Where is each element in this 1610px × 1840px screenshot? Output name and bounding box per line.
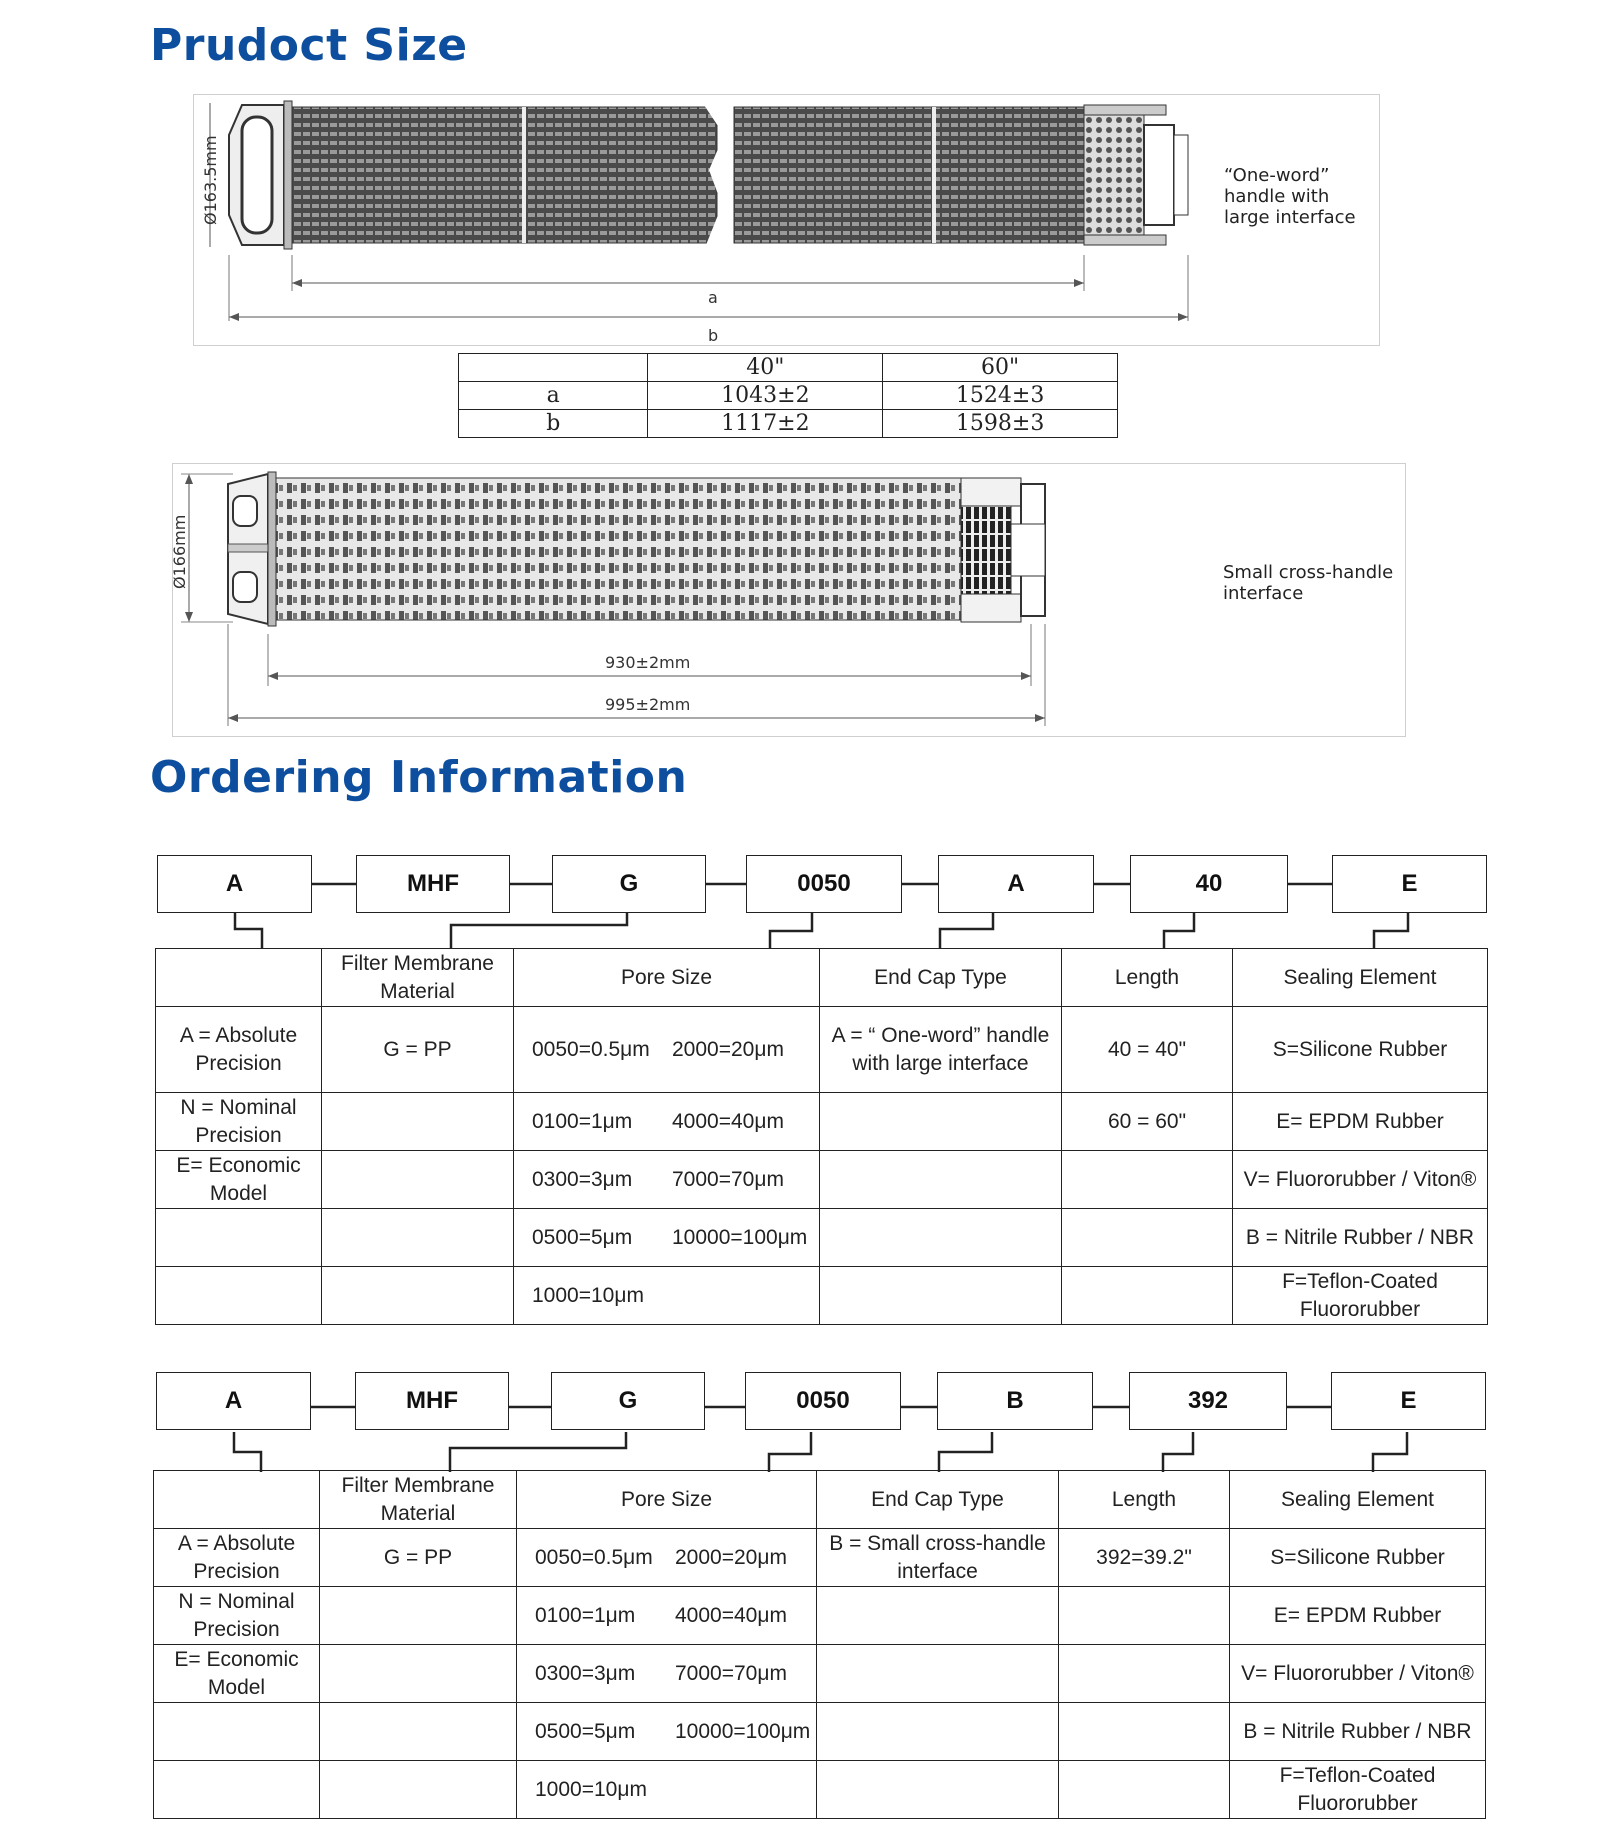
table-row: N = Nominal Precision 0100=1μm 4000=40μm E= EPDM Rubber [154,1587,1486,1645]
size-table-row-b: b 1117±2 1598±3 [459,410,1118,438]
dim-outer-label: 995±2mm [605,695,691,714]
size-table-row-a: a 1043±2 1524±3 [459,382,1118,410]
code-box-material: G [551,1372,705,1430]
ordering-table-2 [153,1470,1486,1819]
size-table [458,353,1118,438]
filter-drawing-small-interface [172,463,1406,737]
code-box-series: MHF [355,1372,509,1430]
code-box-precision: A [157,855,312,913]
diameter-label-1: Ø163.5mm [201,135,220,225]
table-row: A = Absolute Precision G = PP 0050=0.5μm 2000=20μm A = “ One-word” handle with large interface 40 = 40" S=Silicone Rubber [156,1007,1488,1093]
filter-drawing-2-svg [170,464,1405,736]
product-size-title: Prudoct Size [150,20,468,71]
code-box-material: G [552,855,706,913]
code-box-seal: E [1331,1372,1486,1430]
table-row: N = Nominal Precision 0100=1μm 4000=40μm 60 = 60" E= EPDM Rubber [156,1093,1488,1151]
table-row: 0500=5μm 10000=100μm B = Nitrile Rubber / NBR [156,1209,1488,1267]
large-interface-note: “One-word” handle with large interface [1224,165,1356,228]
table-row: 1000=10μm F=Teflon-Coated Fluororubber [154,1761,1486,1819]
code-box-end-cap: A [938,855,1094,913]
code-box-precision: A [156,1372,311,1430]
dim-b-label: b [708,326,719,345]
code-box-pore-size: 0050 [745,1372,901,1430]
code-box-series: MHF [356,855,510,913]
code-box-end-cap: B [937,1372,1093,1430]
table-row: 1000=10μm F=Teflon-Coated Fluororubber [156,1267,1488,1325]
table-row: 0500=5μm 10000=100μm B = Nitrile Rubber / NBR [154,1703,1486,1761]
code-box-length: 40 [1130,855,1288,913]
dim-inner-label: 930±2mm [605,653,691,672]
size-table-header: 40" 60" [459,354,1118,382]
ordering-information-title: Ordering Information [150,752,688,803]
code-box-length: 392 [1129,1372,1287,1430]
filter-drawing-large-interface [193,94,1380,346]
ordering-table-2-header: Filter Membrane Material Pore Size End Cap Type Length Sealing Element [154,1471,1486,1529]
filter-drawing-1-svg [194,95,1379,345]
small-interface-note: Small cross-handle interface [1223,562,1394,604]
order-code-row-1 [0,849,1610,959]
table-row: E= Economic Model 0300=3μm 7000=70μm V= Fluororubber / Viton® [154,1645,1486,1703]
order-code-row-2 [0,1372,1610,1482]
table-row: A = Absolute Precision G = PP 0050=0.5μm 2000=20μm B = Small cross-handle interface 392=39.2" S=Silicone Rubber [154,1529,1486,1587]
code-box-seal: E [1332,855,1487,913]
table-row: E= Economic Model 0300=3μm 7000=70μm V= Fluororubber / Viton® [156,1151,1488,1209]
diameter-label-2: Ø166mm [170,514,189,589]
dim-a-label: a [708,288,718,307]
code-box-pore-size: 0050 [746,855,902,913]
ordering-table-1 [155,948,1488,1325]
ordering-table-1-header: Filter Membrane Material Pore Size End Cap Type Length Sealing Element [156,949,1488,1007]
